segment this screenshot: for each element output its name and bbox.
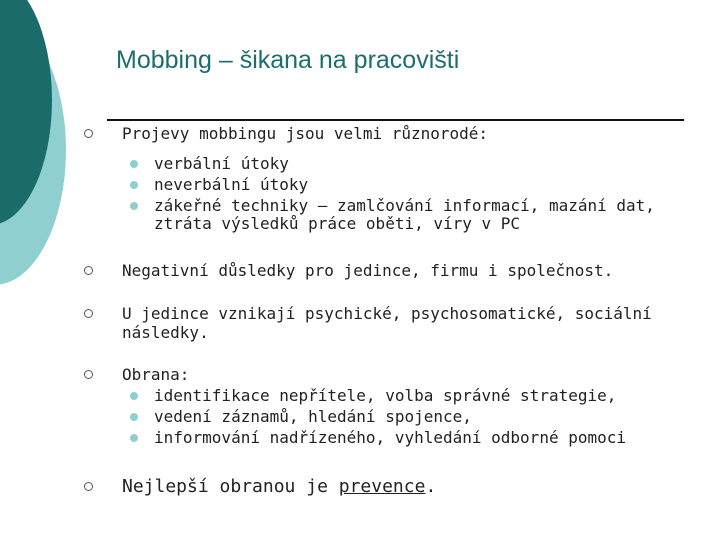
bullet-item-2 (84, 261, 694, 280)
bullet-item-5 (84, 476, 694, 498)
bullet-item-3 (84, 304, 694, 342)
item-text (122, 476, 694, 498)
dot-bullet-icon (130, 413, 138, 421)
sub-item-text: zákeřné techniky – zamlčování informací, mazání dat, ztráta výsledků práce oběti, víry v PC (154, 196, 655, 233)
sub-item-text: verbální útoky (154, 154, 289, 173)
sub-item-text: vedení záznamů, hledání spojence, (154, 407, 472, 426)
circle-bullet-icon (84, 266, 93, 275)
sub-item (130, 197, 690, 233)
bullet-item-4 (84, 365, 694, 384)
sub-item (130, 408, 690, 426)
circle-bullet-icon (84, 482, 93, 491)
circle-bullet-icon (84, 129, 93, 138)
item-text: U jedince vznikají psychické, psychosomatické, sociální následky. (122, 304, 652, 342)
sub-item-text: informování nadřízeného, vyhledání odborné pomoci (154, 428, 627, 447)
dot-bullet-icon (130, 160, 138, 168)
circle-bullet-icon (84, 309, 93, 318)
item-text: Negativní důsledky pro jedince, firmu i společnost. (122, 261, 614, 280)
item-text-prefix: Nejlepší obranou je (122, 476, 339, 497)
circle-bullet-icon (84, 370, 93, 379)
bullet-item-1 (84, 124, 694, 143)
dot-bullet-icon (130, 392, 138, 400)
dot-bullet-icon (130, 181, 138, 189)
sub-item (130, 387, 690, 405)
slide-title: Mobbing – šikana na pracovišti (116, 46, 460, 74)
dot-bullet-icon (130, 202, 138, 210)
item-text: Projevy mobbingu jsou velmi různorodé: (122, 124, 489, 143)
item-text-suffix: . (425, 476, 437, 497)
sub-item-text: neverbální útoky (154, 175, 309, 194)
sub-item (130, 429, 690, 447)
dot-bullet-icon (130, 434, 138, 442)
sub-item-text: identifikace nepřítele, volba správné strategie, (154, 386, 617, 405)
sub-item (130, 176, 690, 194)
prevence-link[interactable]: prevence (338, 476, 426, 497)
title-divider (107, 119, 684, 121)
item-text: Obrana: (122, 365, 190, 384)
sub-item (130, 155, 690, 173)
